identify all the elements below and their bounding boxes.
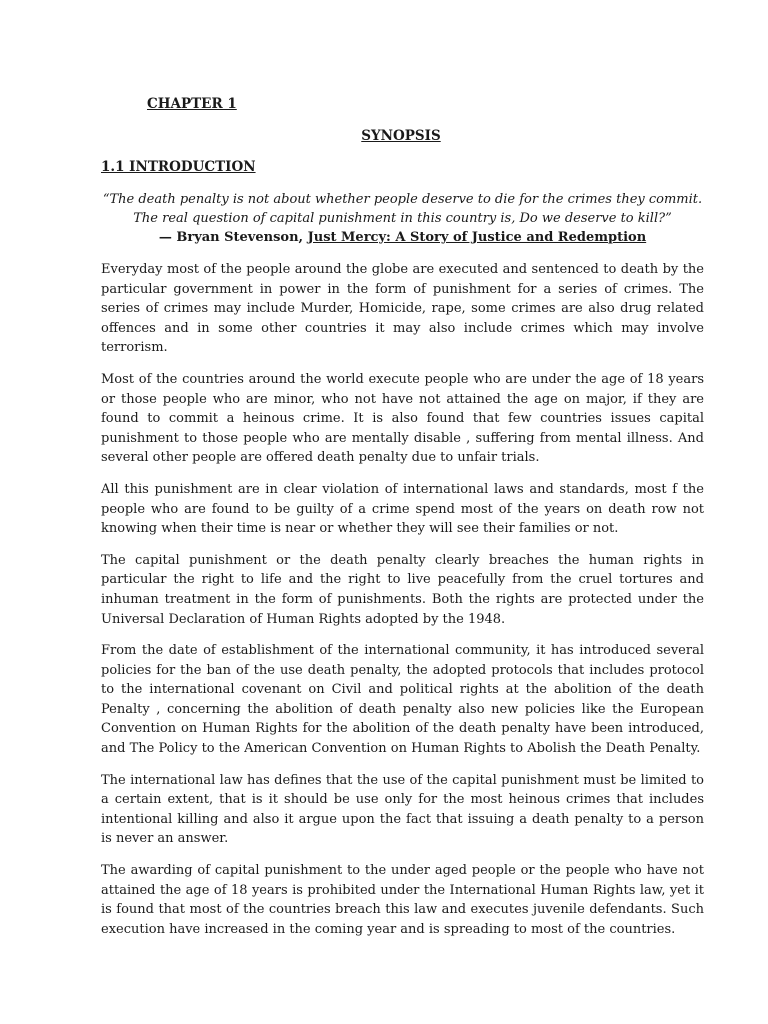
paragraph: Most of the countries around the world execute people who are under the age of 18 years or those people who are minor, who not have not attained the age on major, if they are found to commit a heinous crime. It is also found that few countries issues capital punishment to those people who are mentally disable , suffering from mental illness. And several other people are offered death penalty due to unfair trials. xyxy=(101,371,704,466)
chapter-heading: CHAPTER 1 xyxy=(147,96,237,112)
section-heading: 1.1 INTRODUCTION xyxy=(101,159,256,175)
paragraph: The international law has defines that the use of the capital punishment must be limited to a certain extent, that is it should be use only for the most heinous crimes that includes intentional killing and also it argue upon the fact that issuing a death penalty to a person is never an answer. xyxy=(101,772,704,847)
epigraph-book-title: Just Mercy: A Story of Justice and Redemption xyxy=(307,230,647,245)
paragraph: The awarding of capital punishment to the under aged people or the people who have not attained the age of 18 years is prohibited under the International Human Rights law, yet it is found that most of the countries breach this law and executes juvenile defendants. Such execution have increased in the coming year and is spreading to most of the countries. xyxy=(101,863,704,937)
epigraph-author: — Bryan Stevenson, xyxy=(158,230,308,245)
epigraph xyxy=(101,190,704,247)
body-text xyxy=(101,260,704,951)
epigraph-attribution xyxy=(101,228,704,247)
paragraph: From the date of establishment of the international community, it has introduced several policies for the ban of the use death penalty, the adopted protocols that includes protocol to the international covenant on Civil and political rights at the abolition of the death Penalty , concerning the abolition of death penalty also new policies like the European Convention on Human Rights for the abolition of the death penalty have been introduced, and The Policy to the American Convention on Human Rights to Abolish the Death Penalty. xyxy=(101,643,704,757)
epigraph-quote: “The death penalty is not about whether people deserve to die for the crimes they commit. The real question of capital punishment in this country is, Do we deserve to kill?” xyxy=(102,192,703,226)
synopsis-heading: SYNOPSIS xyxy=(361,128,441,144)
paragraph: Everyday most of the people around the globe are executed and sentenced to death by the particular government in power in the form of punishment for a series of crimes. The series of crimes may include Murder, Homicide, rape, some crimes are also drug related offences and in some other countries it may also include crimes which may involve terrorism. xyxy=(101,262,704,356)
paragraph: The capital punishment or the death penalty clearly breaches the human rights in particular the right to life and the right to live peacefully from the cruel tortures and inhuman treatment in the form of punishments. Both the rights are protected under the Universal Declaration of Human Rights adopted by the 1948. xyxy=(101,552,704,627)
paragraph: All this punishment are in clear violation of international laws and standards, most f the people who are found to be guilty of a crime spend most of the years on death row not knowing when their time is near or whether they will see their families or not. xyxy=(101,481,704,537)
